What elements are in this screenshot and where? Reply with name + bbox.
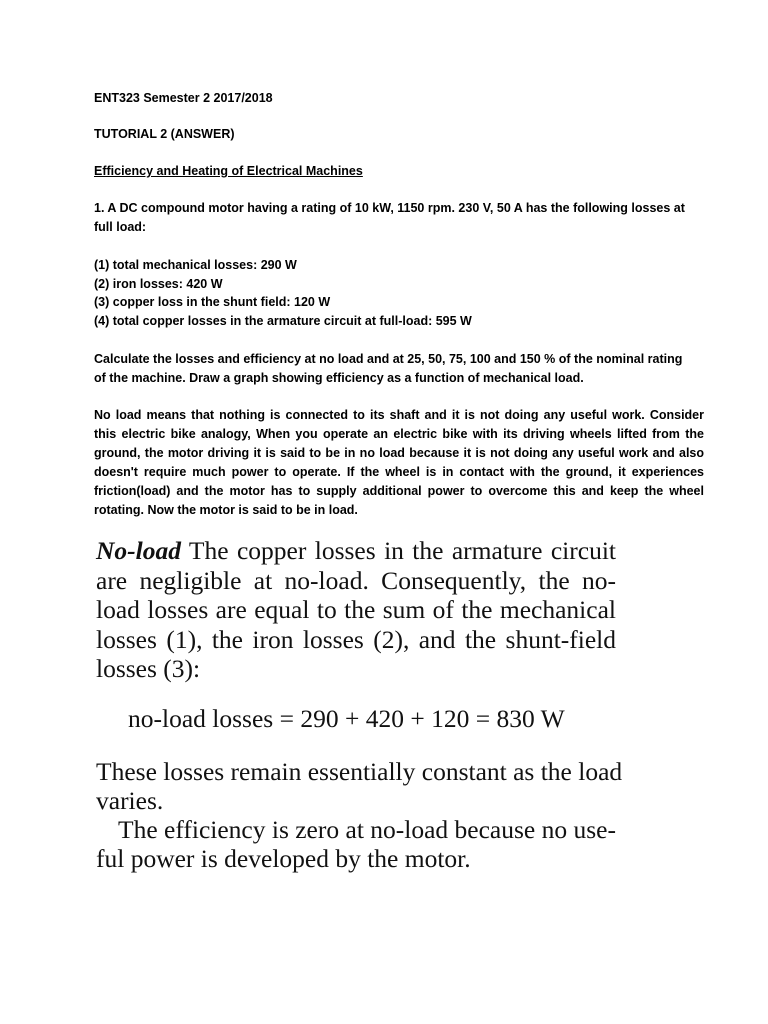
excerpt-line-8: The efficiency is zero at no-load because no use- bbox=[118, 815, 616, 844]
explanation-line: friction(load) and the motor has to supply additional power to overcome this and keep the wheel bbox=[94, 484, 704, 498]
excerpt-line-3: load losses are equal to the sum of the mechanical bbox=[96, 595, 616, 624]
textbook-excerpt-continued bbox=[96, 757, 623, 873]
tutorial-title: TUTORIAL 2 (ANSWER) bbox=[94, 127, 235, 141]
task-line-2: of the machine. Draw a graph showing efficiency as a function of mechanical load. bbox=[94, 371, 584, 385]
question-line-1: 1. A DC compound motor having a rating of 10 kW, 1150 rpm. 230 V, 50 A has the following losses at bbox=[94, 201, 685, 215]
loss-item-1: (1) total mechanical losses: 290 W bbox=[94, 258, 297, 272]
loss-item-3: (3) copper loss in the shunt field: 120 W bbox=[94, 295, 331, 309]
explanation-line: rotating. Now the motor is said to be in load. bbox=[94, 503, 358, 517]
excerpt-line-9: ful power is developed by the motor. bbox=[96, 844, 471, 873]
no-load-losses-equation: no-load losses = 290 + 420 + 120 = 830 W bbox=[128, 704, 565, 733]
textbook-excerpt bbox=[96, 536, 616, 684]
loss-item-4: (4) total copper losses in the armature circuit at full-load: 595 W bbox=[94, 314, 472, 328]
explanation-line: this electric bike analogy, When you operate an electric bike with its driving wheels lifted from the bbox=[94, 427, 704, 441]
excerpt-line-2: are negligible at no-load. Consequently, the no- bbox=[96, 565, 616, 595]
excerpt-line-5: losses (3): bbox=[96, 654, 201, 683]
excerpt-line-1-text: The copper losses in the armature circuit bbox=[181, 536, 616, 565]
excerpt-heading: No-load bbox=[96, 536, 181, 565]
excerpt-line-4: losses (1), the iron losses (2), and the shunt-field bbox=[96, 624, 616, 654]
explanation-line: doesn't require much power to operate. If the wheel is in contact with the ground, it experiences bbox=[94, 465, 704, 479]
topic-heading: Efficiency and Heating of Electrical Machines bbox=[94, 164, 363, 178]
task-line-1: Calculate the losses and efficiency at no load and at 25, 50, 75, 100 and 150 % of the nominal rating bbox=[94, 352, 683, 366]
course-header: ENT323 Semester 2 2017/2018 bbox=[94, 91, 273, 105]
excerpt-line-6: These losses remain essentially constant as the load bbox=[96, 757, 623, 786]
excerpt-line-1 bbox=[96, 536, 616, 566]
loss-item-2: (2) iron losses: 420 W bbox=[94, 277, 223, 291]
explanation-line: No load means that nothing is connected to its shaft and it is not doing any useful work. Consider bbox=[94, 408, 704, 422]
excerpt-line-7: varies. bbox=[96, 786, 164, 815]
explanation-line: ground, the motor driving it is said to be in no load because it is not doing any useful work and also bbox=[94, 446, 704, 460]
question-line-2: full load: bbox=[94, 220, 147, 234]
no-load-explanation bbox=[94, 406, 704, 520]
